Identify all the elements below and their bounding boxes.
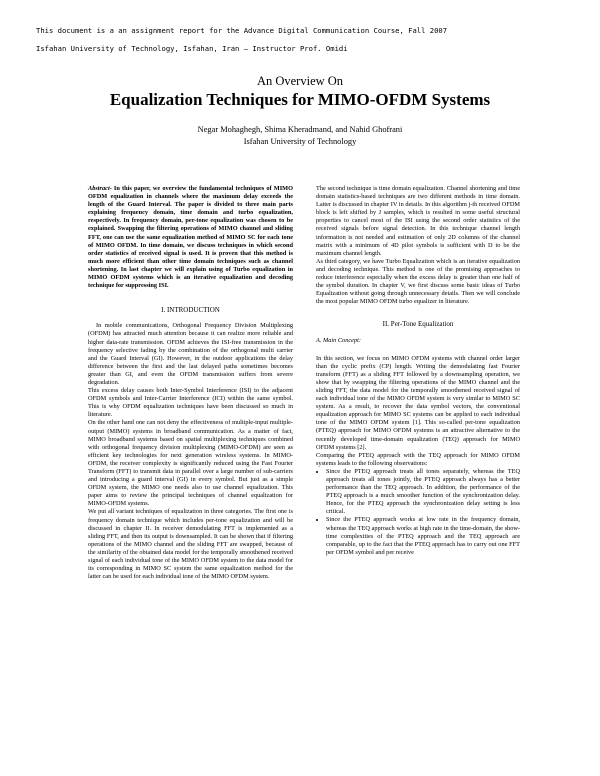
intro-paragraph: This excess delay causes both Inter-Symbol Interference (ISI) to the adjacent OFDM symbols and Inter-Carrier Interference (ICI) within the same symbol. This is why OFDM equalization techniques have been discussed so much in literature.	[88, 387, 293, 419]
affiliation: Isfahan University of Technology	[243, 137, 357, 146]
comparison-item: • Since the PTEQ approach treats all tones separately, whereas the TEQ approach treats all tones jointly, the PTEQ approach always has a better performance than the TEQ approach. In addition, the performance of the PTEQ approach is a much smoother function of the synchronization delay. Hence, for the PTEQ approach the synchronization delay setting is less critical.	[326, 468, 520, 517]
abstract	[88, 185, 293, 290]
left-column	[88, 185, 293, 581]
paper-title: Equalization Techniques for MIMO-OFDM Systems	[109, 90, 491, 109]
intro-paragraph: In mobile communications, Orthogonal Frequency Division Multiplexing (OFDM) has attracted much attention because it can realize more reliable and higher data-rate transmission. OFDM achieves the ISI-free transmission in the frequency selective fading by the combination of the orthogonal multi carrier and the Guard Interval (GI). However, in the outdoor applications the delay difference between the first and the last delayed paths sometimes becomes greater than GI, and even the OFDM transmission suffers from severe degradation.	[88, 322, 293, 386]
header-line-1: This document is a an assignment report for the Advance Digital Communication Course, Fall 2007	[36, 26, 448, 35]
abstract-label: Abstract-	[88, 185, 112, 192]
intro-paragraph: The second technique is time domain equalization. Channel shortening and time domain statistics-based techniques are two different methods in time domain. Latter is discussed in chapter IV in details. In this algorithm j-th received OFDM block is left shifted by J samples, which is resulted in some useful structural properties to cancel most of the ISI using the second order statistics of the received signals before signal detection. In this technique channel length information is not needed and estimation of only 2D columns of the channel matrix with a minimum of 4D pilot symbols is sufficient with D to be the maximum channel length.	[316, 185, 520, 257]
pertone-subheading: A. Main Concept:	[316, 336, 361, 344]
intro-paragraph: We put all variant techniques of equalization in three categories. The first one is frequency domain technique which includes per-tone equalization and will be discussed in chapter II. In receiver demodulating FFT is implemented as a sliding FFT, and then its output is downsampled. It can be shown that if filtering operations of the MIMO channel and the sliding FFT are swapped, because of the similarity of the obtained data model for the temporally smoothened received signal of each individual tone of the MIMO OFDM system to the data model for its corresponding in MIMO SC system the same equalization method for the latter can be used for each individual tone of the MIMO OFDM system.	[88, 508, 293, 581]
comparison-item: • Since the PTEQ approach works at low rate in the frequency domain, whereas the TEQ approach works at high rate in the time-domain, the show-time complexities of the PTEQ approach and the TEQ approach are comparable, up to the fact that the PTEQ approach has to carry out one FFT per OFDM symbol and per receive	[326, 516, 520, 556]
abstract-text: In this paper, we overview the fundamental techniques of MIMO OFDM equalization in channels where the maximum delay exceeds the length of the Guard Interval. The paper is divided to three main parts explaining frequency domain, time domain and turbo equalization, respectively. In frequency domain, per-tone equalization was chosen to be explained. Swapping the filtering operations of MIMO channel and sliding FFT, one can use the same equalization method of MIMO SC for each tone of MIMO OFDM. In time domain, we discuss techniques in which second order statistics of received signal is used. It is proven that this method is much more efficient than other time domain techniques such as channel shortening. In last chapter we will explain using of Turbo equalization in MIMO OFDM systems which is an iterative equalization and decoding technique for suppressing ISI.	[88, 185, 293, 290]
pertone-paragraph: Comparing the PTEQ approach with the TEQ approach for MIMO OFDM systems leads to the following observations:	[316, 451, 520, 467]
intro-paragraph: As third category, we have Turbo Equalization which is an iterative equalization and decoding technique. This method is one of the promising approaches to reduce interference especially when the excess delay is greater than one half of the symbol duration. In chapter V, we first discuss some basic ideas of Turbo Equalization without going through unnecessary details. Then we will conclude the most popular MIMO OFDM turbo equalizer in literature.	[316, 257, 520, 306]
pertone-paragraph: In this section, we focus on MIMO OFDM systems with channel order larger than the cyclic prefix (CP) length. Writing the demodulating fast Fourier transform (FFT) as a sliding FFT followed by a downsampling operation, we show that by swapping the filtering operations of the MIMO channel and the sliding FFT, the data model for the temporally smoothened received signal of each individual tone of the MIMO OFDM system is very similar to MIMO SC system. As a result, to recover the data symbol vectors, the conventional equalization approach for MIMO SC systems can be applied to each individual tone of the MIMO OFDM system [1]. This so-called per-tone equalization (PTEQ) approach for MIMO OFDM systems is an attractive alternative to the recently developed time-domain equalization (TEQ) approach for MIMO OFDM systems [2].	[316, 354, 520, 451]
title-line-1: An Overview On	[256, 74, 344, 88]
right-column	[316, 185, 520, 557]
intro-paragraph: On the other hand one can not deny the effectiveness of multiple-input multiple-output (MIMO) systems in broadband communication. As a matter of fact, MIMO broadband systems based on spatial multiplexing techniques combined with orthogonal frequency division multiplexing (MIMO-OFDM) are seen as efficient key technologies for next generation wireless systems. In MIMO-OFDM, the receiver complexity is significantly reduced using the Fast Fourier Transform (FFT) to transmit data in parallel over a large number of sub-carriers and introducing a guard interval (GI) in every symbol. But just as a simple OFDM system, the MIMO one needs also to use channel equalization. This paper aims to review the principal techniques of channel equalization for MIMO-OFDM systems.	[88, 419, 293, 508]
authors: Negar Mohaghegh, Shima Kheradmand, and Nahid Ghofrani	[197, 125, 403, 134]
header-line-2: Isfahan University of Technology, Isfahan, Iran – Instructor Prof. Omidi	[36, 44, 348, 53]
pertone-heading: II. Per-Tone Equalization	[382, 320, 454, 329]
comparison-list	[316, 468, 520, 557]
intro-heading: I. INTRODUCTION	[161, 306, 220, 315]
